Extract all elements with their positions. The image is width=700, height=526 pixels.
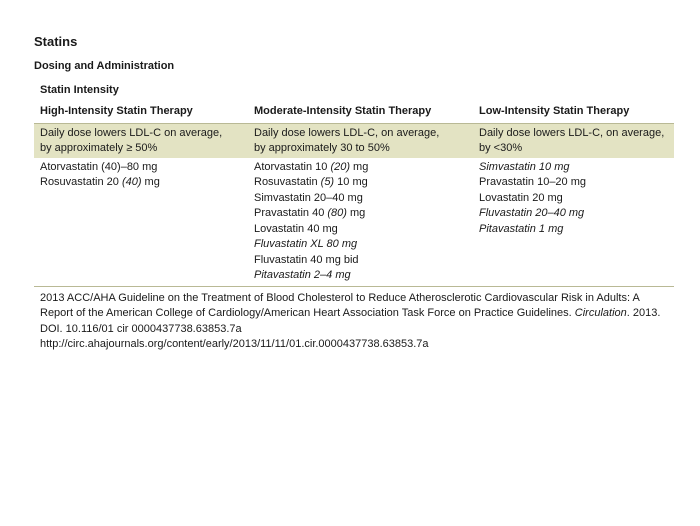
drug-dose-item bbox=[479, 206, 668, 222]
drug-dose-item: Pravastatin 40 (80) mg bbox=[254, 207, 366, 219]
reference-url: http://circ.ahajournals.org/content/early/2013/11/11/01.cir.0000437738.63853.7a bbox=[40, 338, 429, 350]
section-heading: Statin Intensity bbox=[40, 84, 119, 96]
high-intensity-drugs bbox=[34, 158, 248, 287]
drug-dose-item bbox=[254, 268, 467, 284]
drug-dose-item bbox=[254, 237, 467, 253]
header-moderate-intensity: Moderate-Intensity Statin Therapy bbox=[248, 101, 473, 123]
description-low bbox=[473, 123, 674, 158]
document-page bbox=[34, 30, 674, 353]
drug-dose-item: Atorvastatin 10 (20) mg bbox=[254, 160, 369, 173]
drug-list-row bbox=[34, 158, 674, 287]
description-line: Daily dose lowers LDL-C, on average, bbox=[479, 126, 665, 139]
drug-dose-italic: Simvastatin 10 mg bbox=[479, 160, 570, 173]
drug-dose-item: Lovastatin 40 mg bbox=[254, 222, 338, 235]
description-line: by approximately ≥ 50% bbox=[40, 142, 158, 154]
drug-dose-italic: Pitavastatin 2–4 mg bbox=[254, 269, 351, 281]
drug-dose-item: Atorvastatin (40)–80 mg bbox=[40, 160, 158, 173]
header-high-intensity: High-Intensity Statin Therapy bbox=[34, 101, 248, 123]
page-title: Statins bbox=[34, 34, 78, 49]
drug-dose-item: Pravastatin 10–20 mg bbox=[479, 176, 587, 188]
description-moderate bbox=[248, 123, 473, 158]
description-line: by approximately 30 to 50% bbox=[254, 142, 390, 154]
drug-dose-item bbox=[479, 222, 668, 238]
drug-dose-italic: Fluvastatin XL 80 mg bbox=[254, 238, 358, 250]
drug-dose-italic: (40) bbox=[121, 176, 142, 188]
reference-text: 2013 ACC/AHA Guideline on the Treatment of Blood Cholesterol to Reduce Atherosclerotic Cardiovascular Risk in Adults: A Report of the American College of Cardiology/American Heart Association Task Force on Practice Guidelines. bbox=[40, 291, 640, 319]
drug-dose-item: Rosuvastatin 20 (40) mg bbox=[40, 176, 160, 188]
description-line: Daily dose lowers LDL-C on average, bbox=[40, 126, 223, 139]
drug-dose-item: Fluvastatin 40 mg bid bbox=[254, 253, 359, 266]
header-low-intensity: Low-Intensity Statin Therapy bbox=[473, 101, 674, 123]
table-header-row bbox=[34, 101, 674, 123]
moderate-intensity-drugs bbox=[248, 158, 473, 287]
reference-journal: Circulation bbox=[574, 307, 627, 319]
description-row bbox=[34, 123, 674, 158]
reference-citation bbox=[40, 291, 672, 353]
drug-dose-item bbox=[479, 160, 668, 176]
description-line: by <30% bbox=[479, 142, 523, 154]
drug-dose-italic: (80) bbox=[327, 207, 347, 219]
drug-dose-italic: (20) bbox=[330, 160, 350, 173]
low-intensity-drugs bbox=[473, 158, 674, 287]
drug-dose-italic: Fluvastatin 20–40 mg bbox=[479, 207, 585, 219]
description-high bbox=[34, 123, 248, 158]
reference-doi: . 2013. DOI. 10.116/01 cir 0000437738.63853.7a bbox=[40, 307, 661, 335]
page-subtitle: Dosing and Administration bbox=[34, 60, 175, 72]
drug-dose-item: Rosuvastatin (5) 10 mg bbox=[254, 176, 368, 188]
description-line: Daily dose lowers LDL-C, on average, bbox=[254, 126, 440, 139]
drug-dose-italic: (5) bbox=[320, 176, 335, 188]
drug-dose-item: Lovastatin 20 mg bbox=[479, 191, 563, 204]
statin-intensity-table bbox=[34, 101, 674, 287]
drug-dose-item: Simvastatin 20–40 mg bbox=[254, 191, 363, 204]
drug-dose-italic: Pitavastatin 1 mg bbox=[479, 222, 564, 235]
